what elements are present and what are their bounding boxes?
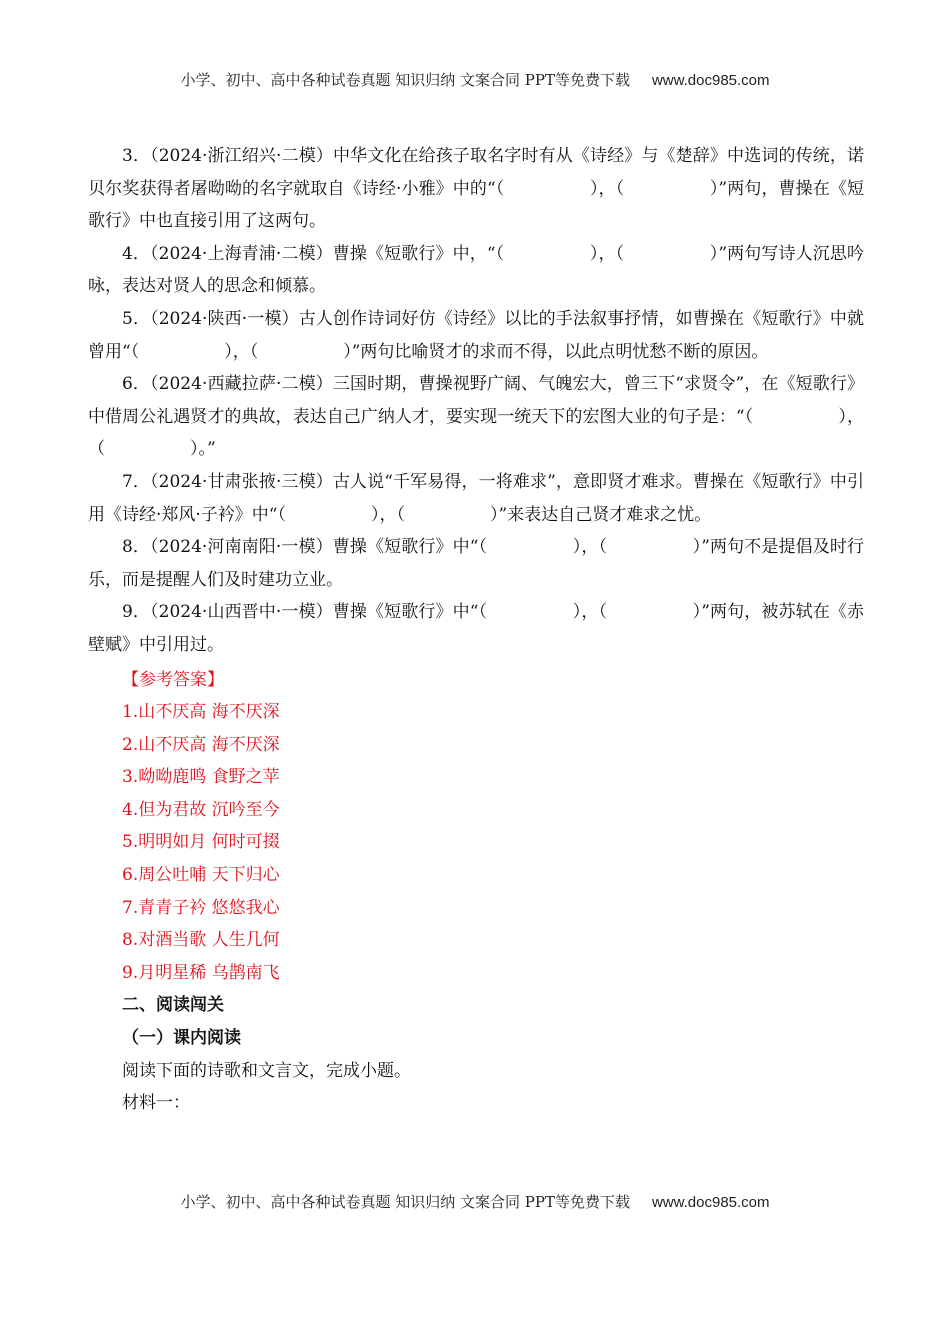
answers-title: 【参考答案】: [122, 669, 224, 690]
instruction-text: 阅读下面的诗歌和文言文，完成小题。: [122, 1060, 411, 1081]
subsection-title: （一）课内阅读: [122, 1028, 241, 1049]
answer-item: 9.月明星稀 乌鹊南飞: [122, 962, 280, 983]
question-4: 4．（2024·上海青浦·二模）曹操《短歌行》中，“（ ），（ ）”两句写诗人沉思吟咏，表达对贤人的思念和倾慕。: [88, 243, 864, 297]
question-8: 8．（2024·河南南阳·一模）曹操《短歌行》中“（ ），（ ）”两句不是提倡及时行乐，而是提醒人们及时建功立业。: [88, 537, 864, 590]
answer-item: 3.呦呦鹿鸣 食野之苹: [122, 767, 280, 788]
question-9: 9．（2024·山西晋中·一模）曹操《短歌行》中“（ ），（ ）”两句，被苏轼在《赤壁赋》中引用过。: [88, 602, 864, 655]
page-footer: [0, 1191, 950, 1212]
document-body: [88, 140, 864, 1120]
question-6: 6．（2024·西藏拉萨·二模）三国时期，曹操视野广阔、气魄宏大，曾三下“求贤令”，在《短歌行》中借周公礼遇贤才的典故，表达自己广纳人才，要实现一统天下的宏图大业的句子是：“（ ），（ ）。”: [88, 374, 864, 460]
answer-item: 4.但为君故 沉吟至今: [122, 799, 280, 820]
question-3: 3．（2024·浙江绍兴·二模）中华文化在给孩子取名字时有从《诗经》与《楚辞》中选词的传统，诺贝尔奖获得者屠呦呦的名字就取自《诗经·小雅》中的“（ ），（ ）”两句，曹操在《短歌行》中也直接引用了这两句。: [88, 146, 864, 232]
footer-text: 小学、初中、高中各种试卷真题 知识归纳 文案合同 PPT等免费下载: [180, 1193, 630, 1211]
answer-item: 8.对酒当歌 人生几何: [122, 930, 280, 951]
answer-item: 7.青青子衿 悠悠我心: [122, 897, 280, 918]
material-label: 材料一：: [122, 1093, 190, 1114]
answer-item: 1.山不厌高 海不厌深: [122, 702, 280, 723]
page-header: [0, 69, 950, 90]
header-text: 小学、初中、高中各种试卷真题 知识归纳 文案合同 PPT等免费下载: [180, 71, 630, 89]
header-url[interactable]: www.doc985.com: [651, 72, 770, 89]
answers-list: [88, 696, 864, 989]
footer-url[interactable]: www.doc985.com: [651, 1194, 770, 1211]
answer-item: 2.山不厌高 海不厌深: [122, 734, 280, 755]
answer-item: 5.明明如月 何时可掇: [122, 832, 280, 853]
question-5: 5．（2024·陕西·一模）古人创作诗词好仿《诗经》以比的手法叙事抒情，如曹操在《短歌行》中就曾用“（ ），（ ）”两句比喻贤才的求而不得，以此点明忧愁不断的原因。: [88, 308, 864, 362]
answer-item: 6.周公吐哺 天下归心: [122, 865, 280, 886]
section-title: 二、阅读闯关: [122, 995, 224, 1016]
question-7: 7．（2024·甘肃张掖·三模）古人说“千军易得，一将难求”，意即贤才难求。曹操在《短歌行》中引用《诗经·郑风·子衿》中“（ ），（ ）”来表达自己贤才难求之忧。: [88, 471, 864, 525]
